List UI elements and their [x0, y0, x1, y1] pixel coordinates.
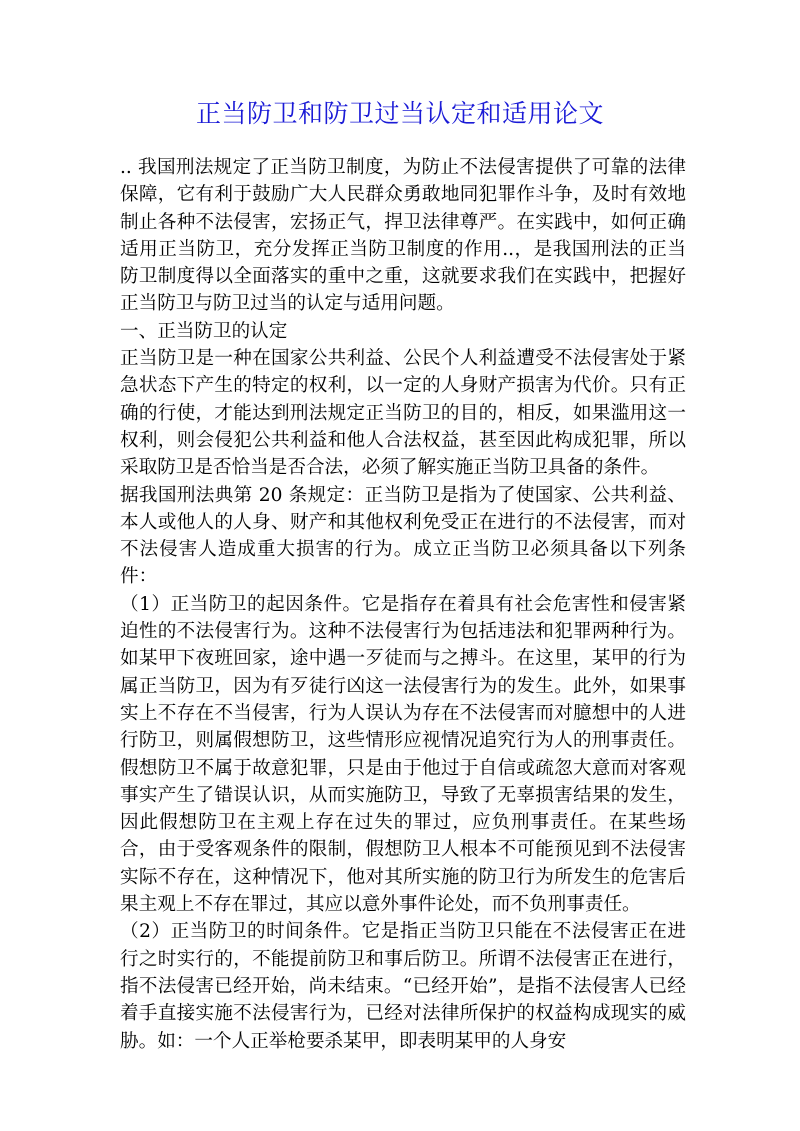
document-title: 正当防卫和防卫过当认定和适用论文	[195, 99, 604, 128]
paragraph-condition-2: （2）正当防卫的时间条件。它是指正当防卫只能在不法侵害正在进行之时实行的，不能提前防卫和事后防卫。所谓不法侵害正在进行，指不法侵害已经开始，尚未结束。“已经开始”，是指不法侵害人已经着手直接实施不法侵害行为，已经对法律所保护的权益构成现实的威胁。如：一个人正举枪要杀某甲，即表明某甲的人身安	[120, 921, 686, 1052]
paragraph-law-article: 据我国刑法典第 20 条规定：正当防卫是指为了使国家、公共利益、本人或他人的人身、财产和其他权利免受正在进行的不法侵害，而对不法侵害人造成重大损害的行为。成立正当防卫必须具备以下列条件：	[120, 484, 686, 588]
paragraph-intro: .. 我国刑法规定了正当防卫制度，为防止不法侵害提供了可靠的法律保障，它有利于鼓励广大人民群众勇敢地同犯罪作斗争，及时有效地制止各种不法侵害，宏扬正气，捍卫法律尊严。在实践中，如何正确适用正当防卫，充分发挥正当防卫制度的作用..，是我国刑法的正当防卫制度得以全面落实的重中之重，这就要求我们在实践中，把握好正当防卫与防卫过当的认定与适用问题。	[120, 157, 686, 315]
paragraph-definition: 正当防卫是一种在国家公共利益、公民个人利益遭受不法侵害处于紧急状态下产生的特定的权利，以一定的人身财产损害为代价。只有正确的行使，才能达到刑法规定正当防卫的目的，相反，如果滥用这一权利，则会侵犯公共利益和他人合法权益，甚至因此构成犯罪，所以采取防卫是否恰当是否合法，必须了解实施正当防卫具备的条件。	[120, 348, 686, 479]
section-heading: 一、正当防卫的认定	[120, 320, 288, 342]
document-body	[120, 154, 686, 1055]
paragraph-condition-1: （1）正当防卫的起因条件。它是指存在着具有社会危害性和侵害紧迫性的不法侵害行为。这种不法侵害行为包括违法和犯罪两种行为。如某甲下夜班回家，途中遇一歹徒而与之搏斗。在这里，某甲的行为属正当防卫，因为有歹徒行凶这一法侵害行为的发生。此外，如果事实上不存在不当侵害，行为人误认为存在不法侵害而对臆想中的人进行防卫，则属假想防卫，这些情形应视情况追究行为人的刑事责任。假想防卫不属于故意犯罪，只是由于他过于自信或疏忽大意而对客观事实产生了错误认识，从而实施防卫，导致了无辜损害结果的发生，因此假想防卫在主观上存在过失的罪过，应负刑事责任。在某些场合，由于受客观条件的限制，假想防卫人根本不可能预见到不法侵害实际不存在，这种情况下，他对其所实施的防卫行为所发生的危害后果主观上不存在罪过，其应以意外事件论处，而不负刑事责任。	[120, 593, 686, 916]
